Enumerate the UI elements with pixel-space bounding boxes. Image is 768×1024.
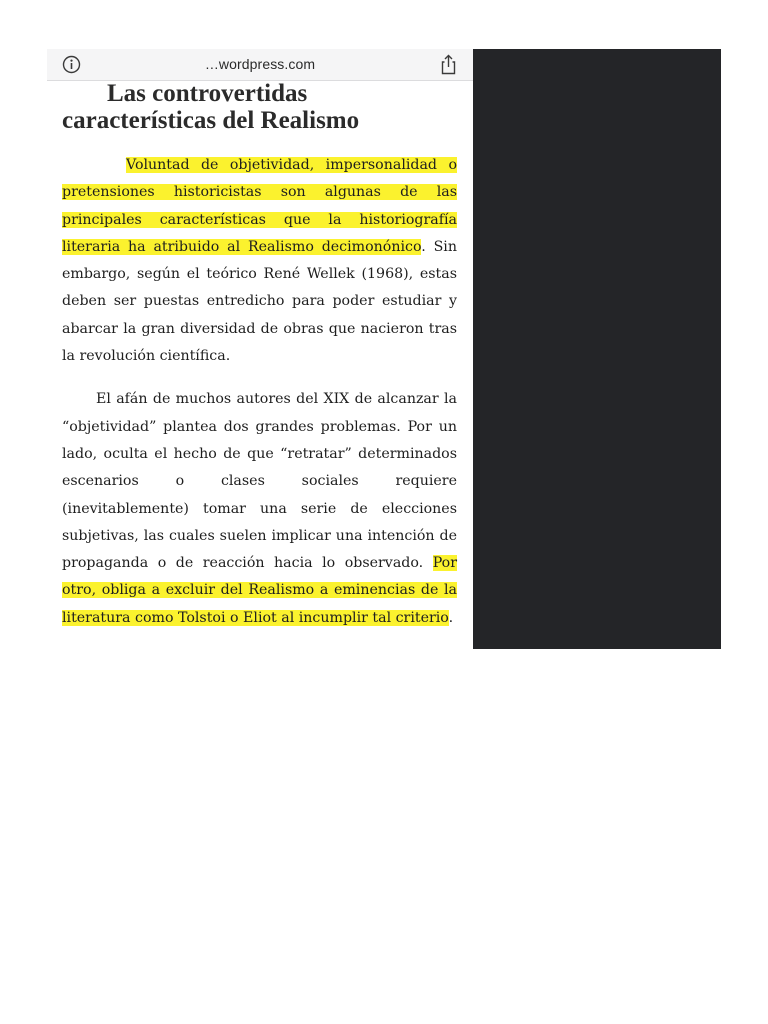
article-content — [62, 80, 457, 632]
paragraph-text: . Sin embargo, según el teórico René Wellek (1968), estas deben ser puestas entredicho para poder estudiar y abarcar la gran diversidad de obras que nacieron tras la revolución científica. — [62, 238, 457, 365]
mobile-browser-screenshot — [47, 49, 473, 649]
article-title-line-2: características del Realismo — [62, 107, 360, 134]
url-text[interactable]: …wordpress.com — [204, 56, 316, 72]
dark-side-panel — [473, 49, 721, 649]
article-title — [62, 80, 457, 134]
highlighted-text: Voluntad de objetividad, impersonalidad o pretensiones historicistas son algunas de las principales características que la historiografía literaria ha atribuido al Realismo decimonónico — [62, 157, 457, 255]
paragraph-1 — [62, 152, 457, 370]
paragraph-2 — [62, 386, 457, 632]
paragraph-text: El afán de muchos autores del XIX de alcanzar la “objetividad” plantea dos grandes problemas. Por un lado, oculta el hecho de que “retratar” determinados escenarios o clases sociales requiere (inevitablemente) tomar una serie de elecciones subjetivas, las cuales suelen implicar una intención de propaganda o de reacción hacia lo observado. — [62, 391, 457, 572]
paragraph-text-end: . — [448, 609, 454, 626]
browser-address-bar[interactable] — [47, 49, 473, 81]
highlighted-text: Por otro, obliga a excluir del Realismo a eminencias de la literatura como Tolstoi o Eliot al incumplir tal criterio — [62, 555, 457, 626]
share-icon[interactable] — [439, 54, 458, 75]
article-title-line-1: Las controvertidas — [107, 80, 308, 107]
